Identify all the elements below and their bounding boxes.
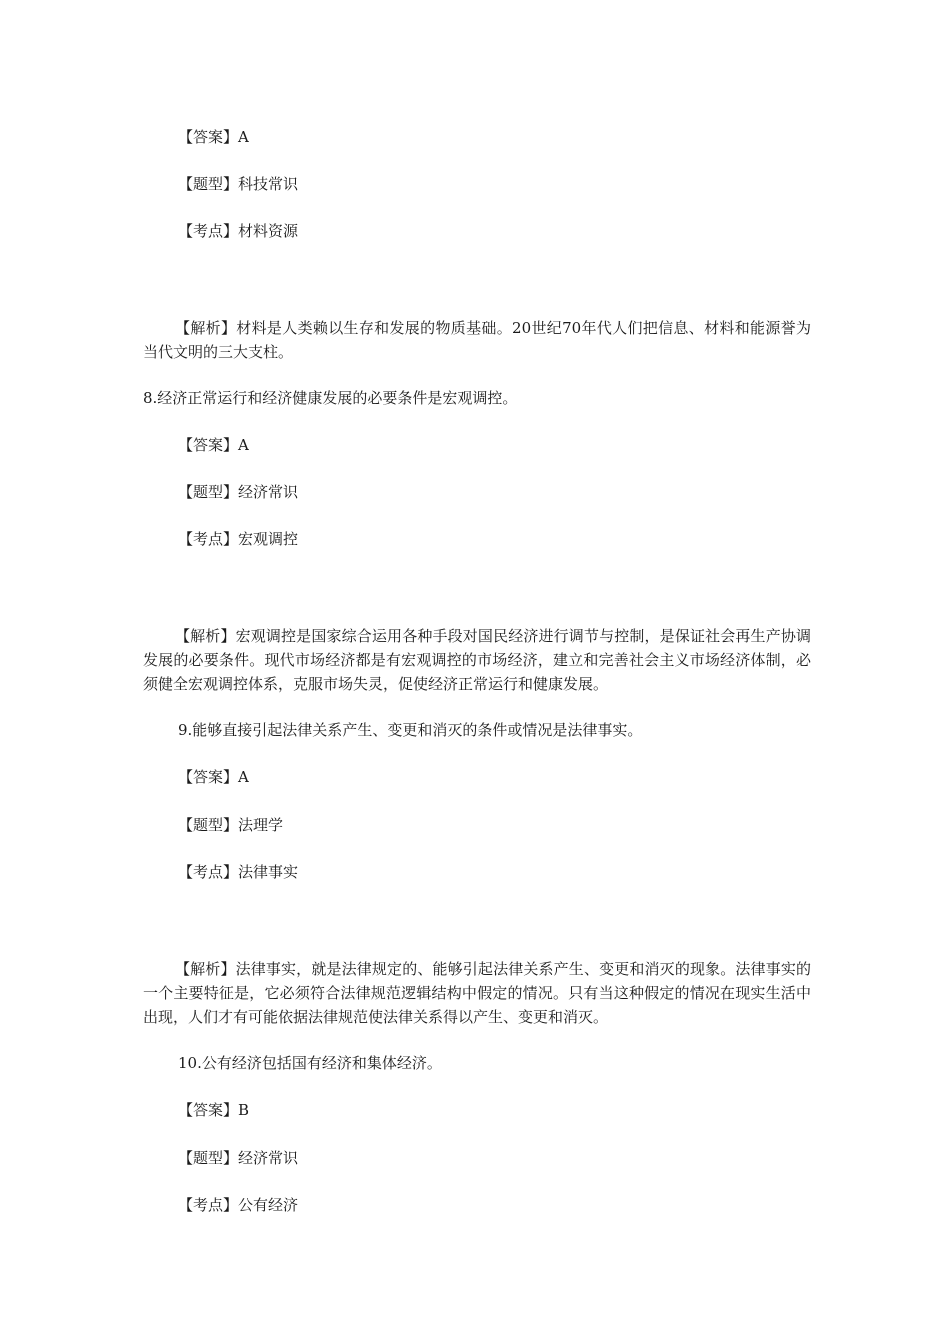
analysis-paragraph: 【解析】宏观调控是国家综合运用各种手段对国民经济进行调节与控制，是保证社会再生产协调发展的必要条件。现代市场经济都是有宏观调控的市场经济，建立和完善社会主义市场经济体制，必须健全宏观调控体系，克服市场失灵，促使经济正常运行和健康发展。	[143, 627, 811, 693]
answer-line: 【答案】A	[178, 768, 249, 786]
question-type-line: 【题型】科技常识	[178, 175, 299, 193]
question-9: 9.能够直接引起法律关系产生、变更和消灭的条件或情况是法律事实。	[178, 721, 643, 739]
question-8: 8.经济正常运行和经济健康发展的必要条件是宏观调控。	[143, 389, 518, 407]
knowledge-point-line: 【考点】公有经济	[178, 1196, 299, 1214]
knowledge-point-line: 【考点】宏观调控	[178, 530, 299, 548]
question-type-line: 【题型】经济常识	[178, 483, 299, 501]
question-10: 10.公有经济包括国有经济和集体经济。	[178, 1054, 442, 1072]
answer-line: 【答案】A	[178, 436, 249, 454]
answer-line: 【答案】B	[178, 1101, 250, 1119]
knowledge-point-line: 【考点】材料资源	[178, 222, 299, 240]
question-type-line: 【题型】经济常识	[178, 1149, 299, 1167]
analysis-paragraph: 【解析】法律事实，就是法律规定的、能够引起法律关系产生、变更和消灭的现象。法律事实的一个主要特征是，它必须符合法律规范逻辑结构中假定的情况。只有当这种假定的情况在现实生活中出现，人们才有可能依据法律规范使法律关系得以产生、变更和消灭。	[143, 960, 811, 1026]
analysis-paragraph: 【解析】材料是人类赖以生存和发展的物质基础。20世纪70年代人们把信息、材料和能源誉为当代文明的三大支柱。	[143, 319, 811, 361]
question-type-line: 【题型】法理学	[178, 816, 284, 834]
answer-line: 【答案】A	[178, 128, 249, 146]
knowledge-point-line: 【考点】法律事实	[178, 863, 299, 881]
